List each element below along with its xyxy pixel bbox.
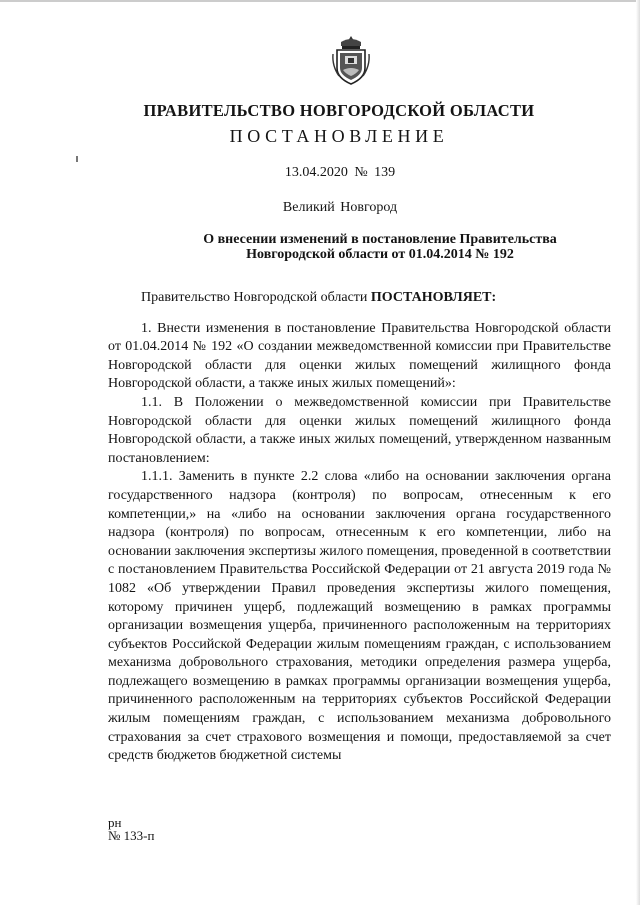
document-date: 13.04.2020 xyxy=(284,165,348,180)
footer-number: № 133-п xyxy=(108,828,155,843)
city-name: Великий Новгород xyxy=(282,200,398,215)
subject-line-1: О внесении изменений в постановление Правительства xyxy=(203,232,557,247)
scan-top-edge xyxy=(0,0,640,2)
preamble xyxy=(108,289,611,308)
paragraph-1-1-1: 1.1.1. Заменить в пункте 2.2 слова «либо на основании заключения органа государственного надзора (контроля) по вопросам, отнесенным к его компетенции,» на «либо на основании заключения органа государственного надзора (контроля) по вопросам, отнесенным к его компетенции, либо на основании заключения экспертизы жилого помещения, проведенной в соответствии с постановлением Правительства Российской Федерации от 21 августа 2019 года № 1082 «Об утверждении Правил проведения экспертизы жилого помещения, которому причинен ущерб, подлежащий возмещению в рамках программы организации возмещения ущерба, причиненного расположенным на территориях субъектов Российской Федерации жилым помещениям граждан, с использованием механизма добровольного страхования, методики определения размера ущерба, подлежащего возмещению в рамках программы организации возмещения ущерба, причиненного расположенным на территориях субъектов Российской Федерации жилым помещениям граждан, с использованием механизма добровольного страхования за счет страхового возмещения и помощи, предоставляемой за счет средств бюджетов бюджетной системы xyxy=(108,469,611,764)
organization-title: ПРАВИТЕЛЬСТВО НОВГОРОДСКОЙ ОБЛАСТИ xyxy=(143,101,535,120)
coat-of-arms-icon xyxy=(331,34,371,86)
subject-line-2: Новгородской области от 01.04.2014 № 192 xyxy=(246,247,514,262)
preamble-resolves: ПОСТАНОВЛЯЕТ: xyxy=(370,290,497,305)
preamble-text: Правительство Новгородской области xyxy=(141,290,371,305)
document-number: 139 xyxy=(374,165,396,180)
footer-reference xyxy=(108,816,154,842)
document-type: ПОСТАНОВЛЕНИЕ xyxy=(229,126,449,146)
scan-speck xyxy=(76,156,78,162)
document-body xyxy=(108,289,611,766)
paragraph-1-1: 1.1. В Положении о межведомственной комиссии при Правительстве Новгородской области для оценки жилых помещений жилищного фонда Новгородской области, а также иных жилых помещений, утвержденном названным постановлением: xyxy=(108,394,611,466)
date-number-line xyxy=(0,165,640,181)
footer-initials: рн xyxy=(108,815,122,830)
paragraph-1: 1. Внести изменения в постановление Правительства Новгородской области от 01.04.2014 № 192 «О создании межведомственной комиссии при Правительстве Новгородской области для оценки жилых помещений жилищного фонда Новгородской области, а также иных жилых помещений»: xyxy=(108,320,611,392)
number-sign: № xyxy=(354,165,368,180)
document-subject xyxy=(190,232,570,262)
